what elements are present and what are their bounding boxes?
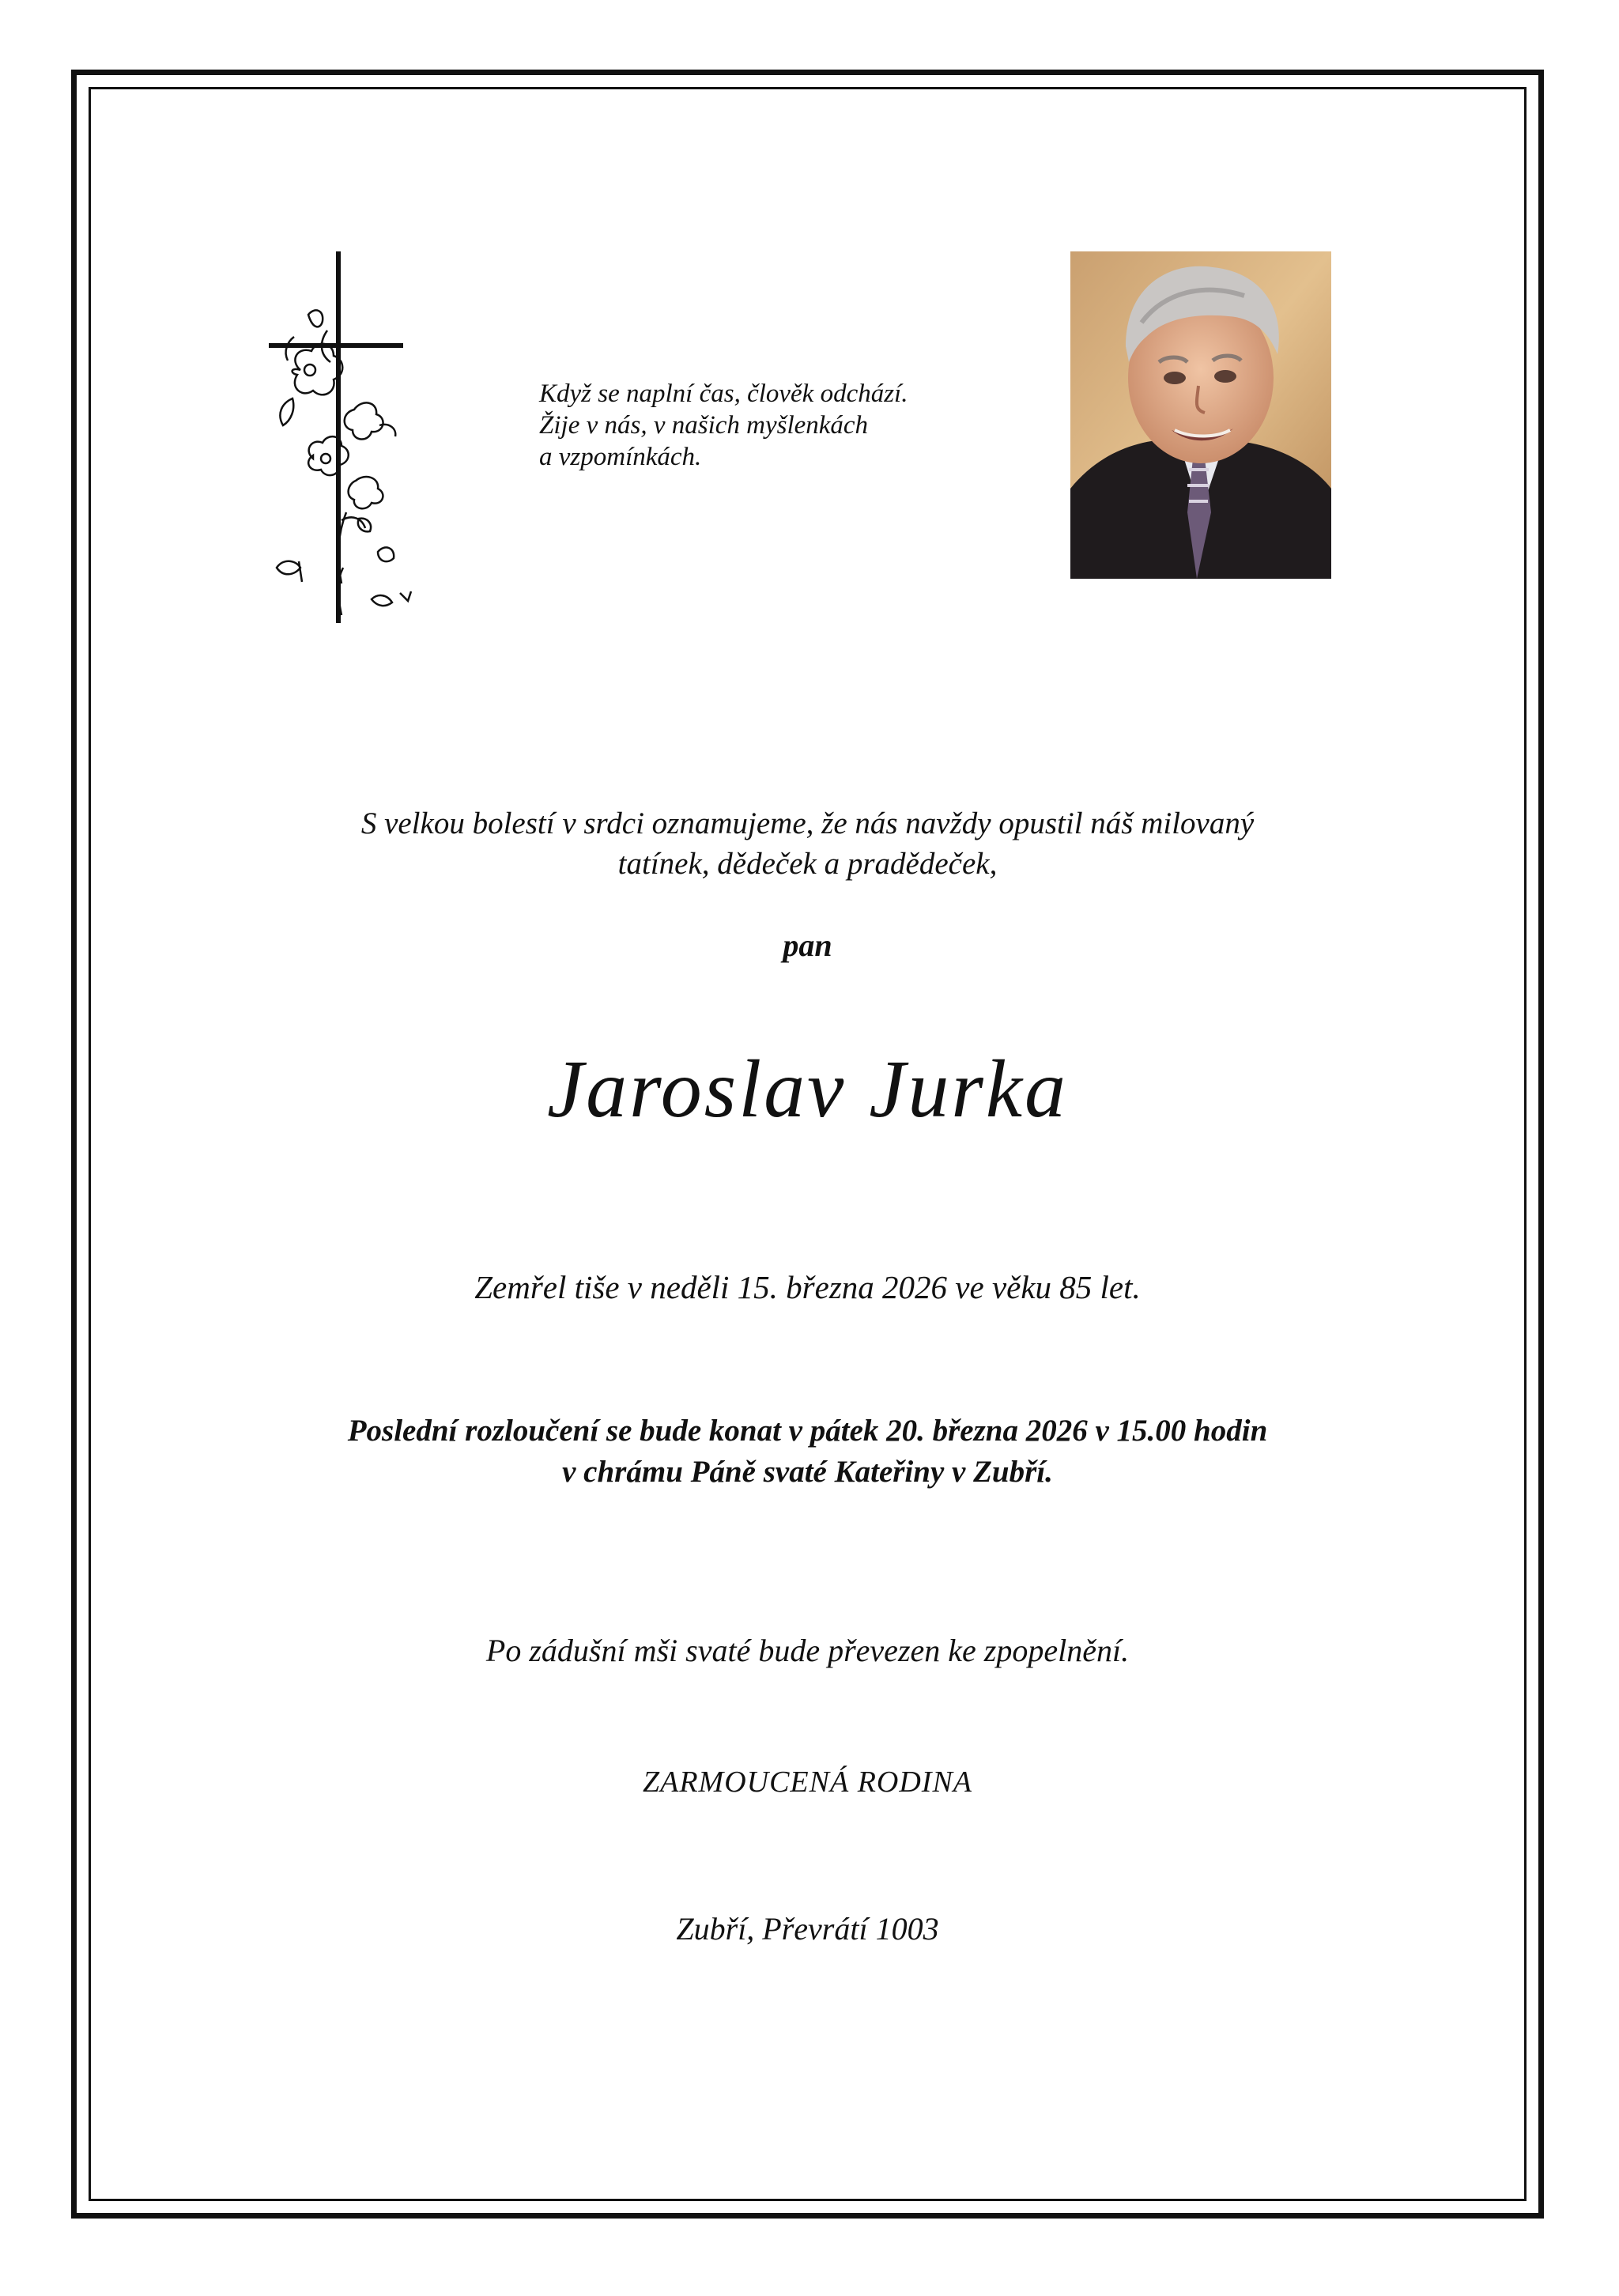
verse-line-2: Žije v nás, v našich myšlenkách [539,411,869,440]
portrait-photo [1070,251,1331,579]
deceased-name: Jaroslav Jurka [546,1044,1069,1135]
honorific: pan [783,927,832,963]
verse-line-1: Když se naplní čas, člověk odchází. [539,380,908,408]
verse [539,378,1029,473]
funeral-line-2: v chrámu Páně svaté Kateřiny v Zubří. [562,1455,1053,1489]
funeral-info [89,1410,1527,1493]
announcement-line-2: tatínek, dědeček a pradědeček, [617,847,998,881]
verse-line-3: a vzpomínkách. [539,443,702,471]
announcement [89,803,1527,884]
death-notice: Zemřel tiše v neděli 15. března 2026 ve věku 85 let. [474,1269,1141,1305]
announcement-line-1: S velkou bolestí v srdci oznamujeme, že nás navždy opustil náš milovaný [360,806,1255,840]
funeral-line-1: Poslední rozloučení se bude konat v pátek 20. března 2026 v 15.00 hodin [347,1414,1268,1448]
cremation-note: Po zádušní mši svaté bude převezen ke zpopelnění. [485,1633,1130,1668]
signature: ZARMOUCENÁ RODINA [642,1765,973,1799]
cross-with-flowers-icon [261,251,419,623]
address: Zubří, Převrátí 1003 [676,1911,939,1947]
